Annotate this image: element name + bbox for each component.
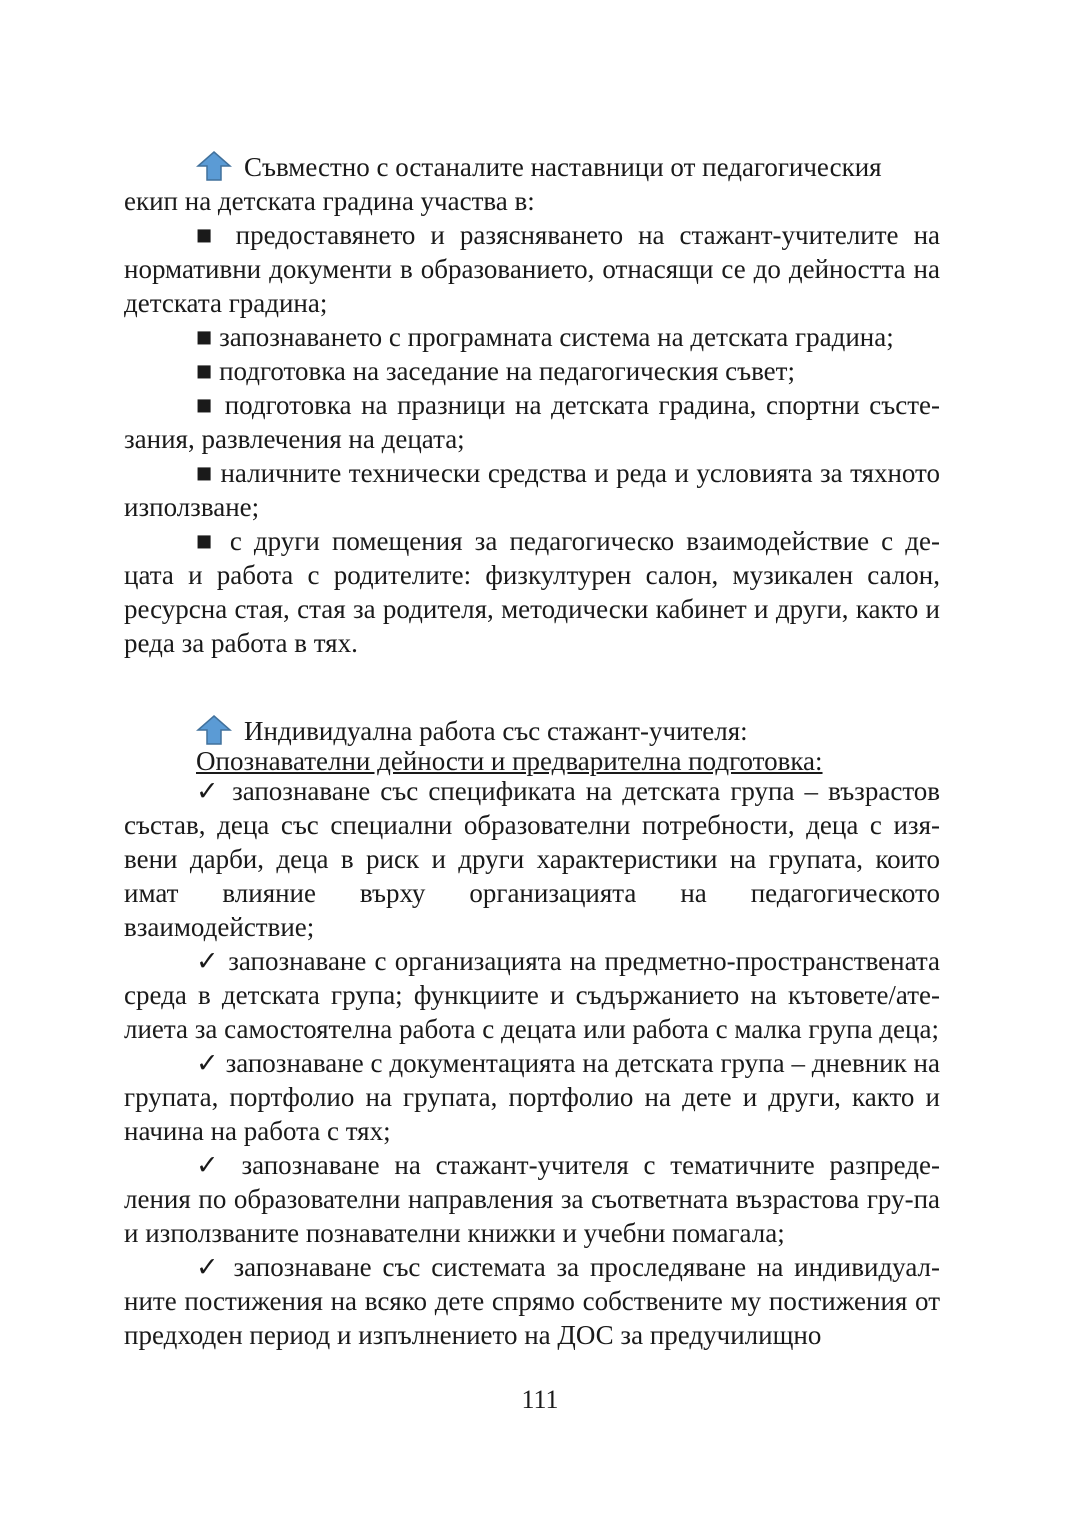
list-item-text: запознаване с документацията на детската група – дневник на групата, портфолио на групата, портфолио на дете и други, както и начина на работа с тях; xyxy=(124,1048,940,1146)
check-icon: ✓ xyxy=(196,1150,227,1180)
section-1-intro-text: Съвместно с останалите наставници от педагогическия екип на детската градина участва в: xyxy=(124,152,882,216)
section-1-intro xyxy=(124,150,940,218)
arrow-up-icon xyxy=(196,150,232,182)
list-item-text: запознаване със системата за проследяване на индивидуал-ните постижения на всяко дете спрямо собствените му постижения от предходен период и изпълнението на ДОС за предучилищно xyxy=(124,1252,941,1350)
list-item-text: запознаване на стажант-учителя с тематичните разпреде-ления по образователни направления за съответната възрастова гру-па и използваните познавателни книжки и учебни помагала; xyxy=(124,1150,940,1248)
bullet-marker: ■ xyxy=(196,322,213,352)
list-item xyxy=(124,774,940,944)
bullet-marker: ■ xyxy=(196,220,221,250)
list-item-text: подготовка на заседание на педагогическия съвет; xyxy=(219,356,795,386)
check-icon: ✓ xyxy=(196,946,221,976)
bullet-marker: ■ xyxy=(196,356,213,386)
list-item xyxy=(124,388,940,456)
bullet-marker: ■ xyxy=(196,390,216,420)
list-item xyxy=(124,1250,940,1352)
arrow-up-icon xyxy=(196,714,232,746)
list-item-text: запознаване с организацията на предметно-пространствената среда в детската група; функциите и съдържанието на кътовете/ате-лиета за самостоятелна работа с децата или работа с малка група деца; xyxy=(124,946,940,1044)
list-item xyxy=(124,354,940,388)
list-item xyxy=(124,524,940,660)
list-item-text: предоставянето и разясняването на стажант-учителите на нормативни документи в образованието, отнасящи се до дейността на детската градина; xyxy=(124,220,941,318)
check-icon: ✓ xyxy=(196,1252,223,1282)
section-2-heading-text: Индивидуална работа със стажант-учителя: xyxy=(244,716,748,746)
list-item-text: наличните технически средства и реда и условията за тяхното използване; xyxy=(124,458,941,522)
list-item xyxy=(124,1148,940,1250)
bullet-marker: ■ xyxy=(196,458,214,488)
section-2-heading xyxy=(124,714,940,748)
list-item-text: с други помещения за педагогическо взаимодействие с де-цата и работа с родителите: физкултурен салон, музикален салон, ресурсна стая, стая за родителя, методически кабинет и други, както и реда за работа в тях. xyxy=(124,526,940,658)
bullet-marker: ■ xyxy=(196,526,218,556)
page-number: 111 xyxy=(521,1385,559,1414)
list-item xyxy=(124,456,940,524)
list-item xyxy=(124,944,940,1046)
list-item-text: запознаването с програмната система на детската градина; xyxy=(219,322,894,352)
document-page xyxy=(124,150,940,1352)
section-2-subheading: Опознавателни дейности и предварителна подготовка: xyxy=(196,746,823,776)
check-icon: ✓ xyxy=(196,776,222,806)
list-item-text: запознаване със спецификата на детската група – възрастов състав, деца със специални образователни потребности, деца с изя-вени дарби, деца в риск и други характеристики на групата, които имат влияние върху организацията на педагогическото взаимодействие; xyxy=(124,776,941,942)
list-item xyxy=(124,1046,940,1148)
list-item xyxy=(124,218,940,320)
list-item xyxy=(124,320,940,354)
list-item-text: подготовка на празници на детската градина, спортни състе-зания, развлечения на децата; xyxy=(124,390,941,454)
check-icon: ✓ xyxy=(196,1048,219,1078)
